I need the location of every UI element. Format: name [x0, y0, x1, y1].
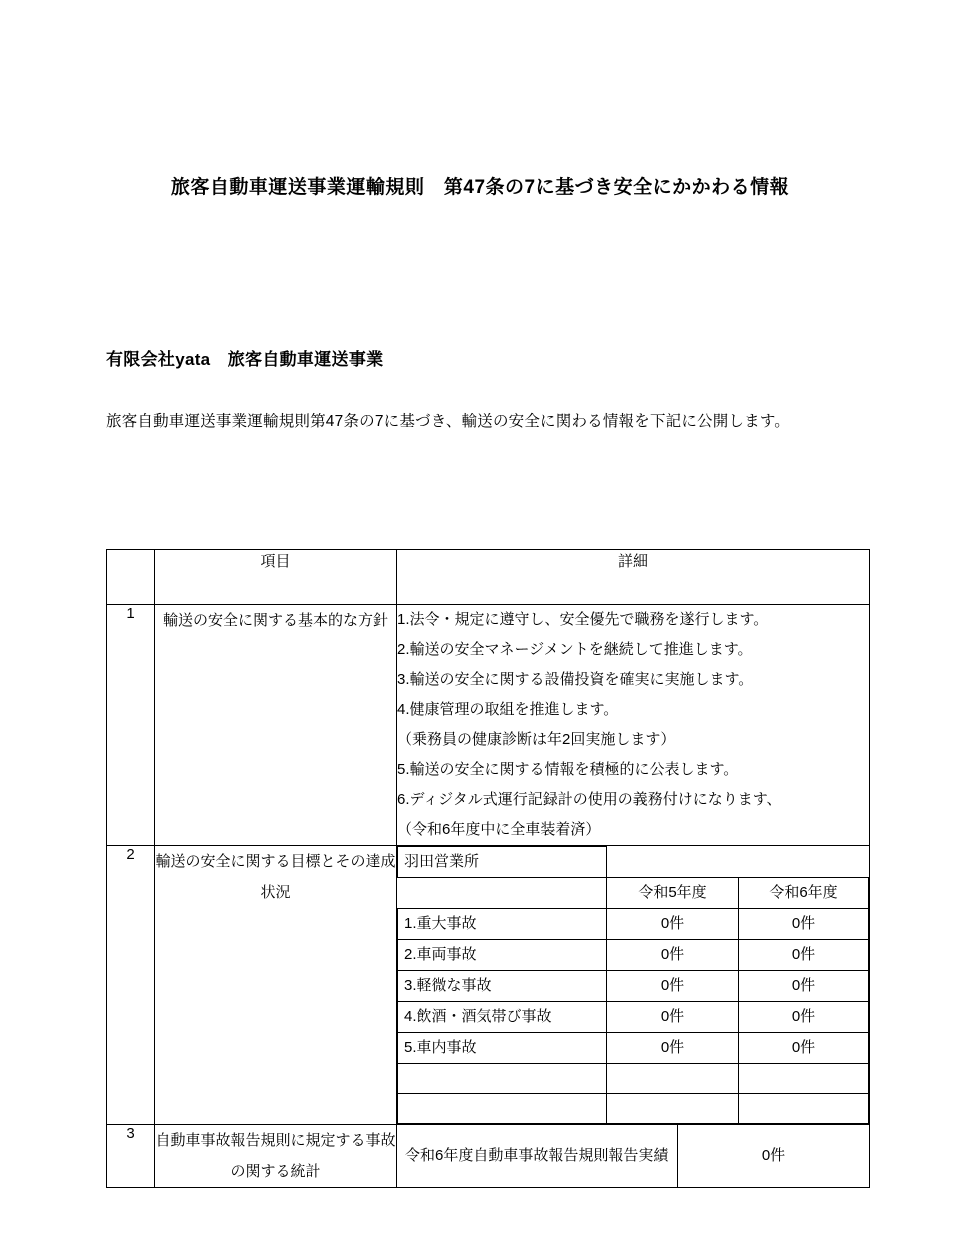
stat-value-2024: 0件 — [739, 1033, 869, 1064]
stat-row — [398, 971, 869, 1002]
detail-line: （令和6年度中に全車装着済） — [397, 821, 601, 838]
report-label: 令和6年度自動車事故報告規則報告実績 — [397, 1125, 678, 1187]
table-row — [107, 605, 870, 846]
stat-label: 3.軽微な事故 — [398, 971, 607, 1002]
stat-value-2023: 0件 — [607, 971, 739, 1002]
stat-value-2024: 0件 — [739, 1002, 869, 1033]
stat-value-2023: 0件 — [607, 1002, 739, 1033]
detail-line: （乗務員の健康診断は年2回実施します） — [397, 731, 676, 748]
stat-label: 1.重大事故 — [398, 909, 607, 940]
year-header-2023: 令和5年度 — [607, 878, 739, 909]
row-number: 2 — [107, 846, 155, 1125]
stat-value-2024: 0件 — [739, 940, 869, 971]
stat-value-2024: 0件 — [739, 909, 869, 940]
header-no — [107, 550, 155, 605]
accident-statistics-table — [397, 846, 869, 1124]
row-item-label: 輸送の安全に関する基本的な方針 — [155, 605, 397, 846]
stat-value-2023: 0件 — [607, 1033, 739, 1064]
page-title: 旅客自動車運送事業運輸規則 第47条の7に基づき安全にかかわる情報 — [170, 177, 790, 198]
stat-row — [398, 1002, 869, 1033]
office-row — [398, 847, 869, 878]
stat-label — [398, 1064, 607, 1094]
row-detail-report — [397, 1125, 870, 1188]
office-blank-2 — [739, 847, 869, 878]
office-blank-1 — [607, 847, 739, 878]
stat-row-empty — [398, 1064, 869, 1094]
detail-line: 4.健康管理の取組を推進します。 — [397, 701, 619, 718]
header-item: 項目 — [155, 550, 397, 605]
table-row — [107, 846, 870, 1125]
report-value: 0件 — [761, 1147, 786, 1164]
stat-row — [398, 1033, 869, 1064]
header-detail: 詳細 — [397, 550, 870, 605]
spacer-cell-3 — [739, 1094, 869, 1124]
stat-value-2024: 0件 — [739, 971, 869, 1002]
detail-line: 1.法令・規定に遵守し、安全優先で職務を遂行します。 — [397, 611, 769, 628]
stat-value-2023: 0件 — [607, 940, 739, 971]
stat-spacer-row — [398, 1094, 869, 1124]
row-item-label: 自動車事故報告規則に規定する事故の関する統計 — [155, 1125, 397, 1188]
year-header-blank — [398, 878, 607, 909]
spacer-cell-2 — [607, 1094, 739, 1124]
report-row — [397, 1125, 869, 1187]
year-header-row — [398, 878, 869, 909]
detail-line: 2.輸送の安全マネージメントを継続して推進します。 — [397, 641, 753, 658]
row-number: 3 — [107, 1125, 155, 1188]
safety-information-table — [106, 549, 870, 1188]
intro-paragraph: 旅客自動車運送事業運輸規則第47条の7に基づき、輸送の安全に関わる情報を下記に公開します。 — [106, 413, 791, 430]
office-name: 羽田営業所 — [398, 847, 607, 878]
year-header-2024: 令和6年度 — [739, 878, 869, 909]
detail-line: 5.輸送の安全に関する情報を積極的に公表します。 — [397, 761, 739, 778]
stat-label: 4.飲酒・酒気帯び事故 — [398, 1002, 607, 1033]
company-heading: 有限会社yata 旅客自動車運送事業 — [106, 350, 384, 369]
table-header-row — [107, 550, 870, 605]
detail-line: 3.輸送の安全に関する設備投資を確実に実施します。 — [397, 671, 754, 688]
row-detail-list — [397, 605, 870, 846]
table-row — [107, 1125, 870, 1188]
stat-row — [398, 940, 869, 971]
row-detail-stats — [397, 846, 870, 1125]
stat-value-2023: 0件 — [607, 909, 739, 940]
stat-value-2023 — [607, 1064, 739, 1094]
detail-line: 6.ディジタル式運行記録計の使用の義務付けになります、 — [397, 791, 782, 808]
stat-label: 5.車内事故 — [398, 1033, 607, 1064]
stat-row — [398, 909, 869, 940]
row-number: 1 — [107, 605, 155, 846]
report-statistics-table — [397, 1125, 869, 1187]
stat-value-2024 — [739, 1064, 869, 1094]
row-item-label: 輸送の安全に関する目標とその達成状況 — [155, 846, 397, 1125]
spacer-cell-1 — [398, 1094, 607, 1124]
stat-label: 2.車両事故 — [398, 940, 607, 971]
